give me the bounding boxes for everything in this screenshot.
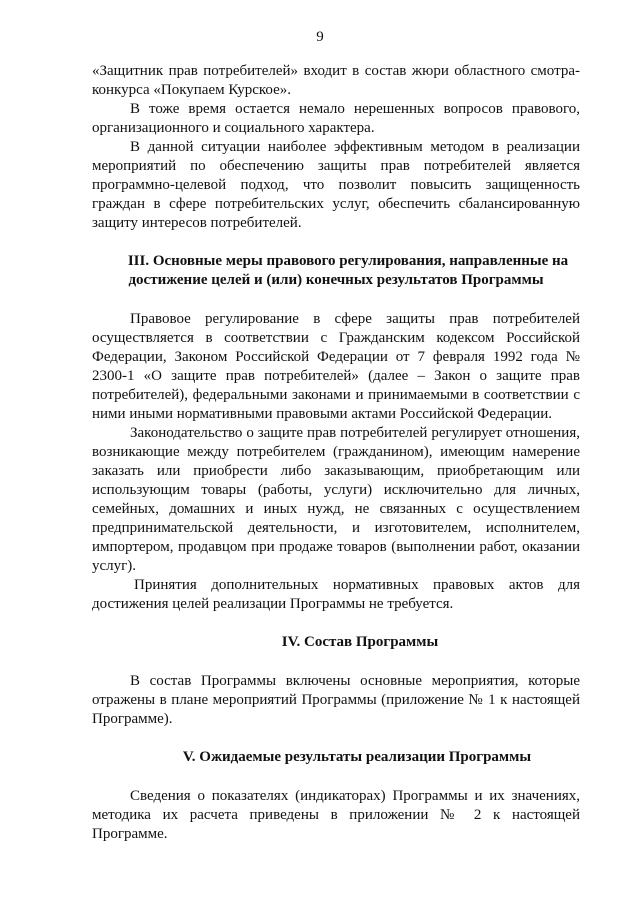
spacer <box>92 233 580 252</box>
section-3-paragraph-3: Принятия дополнительных нормативных правовых актов для достижения целей реализации Программы не требуется. <box>92 577 580 612</box>
page-content <box>92 62 580 844</box>
spacer <box>92 767 580 787</box>
section-3-heading-line-1: III. Основные меры правового регулирования, направленные на <box>127 253 569 269</box>
section-5-paragraph-1: Сведения о показателях (индикаторах) Программы и их значениях, методика их расчета приведены в приложении № 2 к настоящей Программе. <box>92 788 580 842</box>
section-4-heading: IV. Состав Программы <box>281 634 439 650</box>
spacer <box>92 290 580 310</box>
intro-paragraph-3: В данной ситуации наиболее эффективным методом в реализации мероприятий по обеспечению защиты прав потребителей является программно-целевой подход, что позволит повысить защищенность граждан в сфере потребительских услуг, обеспечить сбалансированную защиту интересов потребителей. <box>92 139 580 231</box>
spacer <box>92 652 580 672</box>
section-3-heading <box>92 252 580 290</box>
section-3-paragraph-2: Законодательство о защите прав потребителей регулирует отношения, возникающие между потребителем (гражданином), имеющим намерение заказать или приобрести либо заказывающим, приобретающим или использующим товары (работы, услуги) исключительно для личных, семейных, домашних и иных нужд, не связанных с осуществлением предпринимательской деятельности, и изготовителем, исполнителем, импортером, продавцом при продаже товаров (выполнении работ, оказании услуг). <box>92 425 580 574</box>
spacer <box>92 729 580 748</box>
page-number: 9 <box>316 29 324 45</box>
section-5-heading: V. Ожидаемые результаты реализации Программы <box>182 749 532 765</box>
intro-paragraph-2: В тоже время остается немало нерешенных вопросов правового, организационного и социального характера. <box>92 101 580 136</box>
section-3-heading-line-2: достижение целей и (или) конечных результатов Программы <box>128 272 544 288</box>
spacer <box>92 614 580 633</box>
intro-paragraph-1: «Защитник прав потребителей» входит в состав жюри областного смотра-конкурса «Покупаем Курское». <box>92 63 580 98</box>
section-3-paragraph-1: Правовое регулирование в сфере защиты прав потребителей осуществляется в соответствии с Гражданским кодексом Российской Федерации, Законом Российской Федерации от 7 февраля 1992 года № 2300-1 «О защите прав потребителей» (далее – Закон о защите прав потребителей), федеральными законами и принимаемыми в соответствии с ними иными нормативными правовыми актами Российской Федерации. <box>92 311 580 422</box>
section-4-paragraph-1: В состав Программы включены основные мероприятия, которые отражены в плане мероприятий Программы (приложение № 1 к настоящей Программе). <box>92 673 580 727</box>
